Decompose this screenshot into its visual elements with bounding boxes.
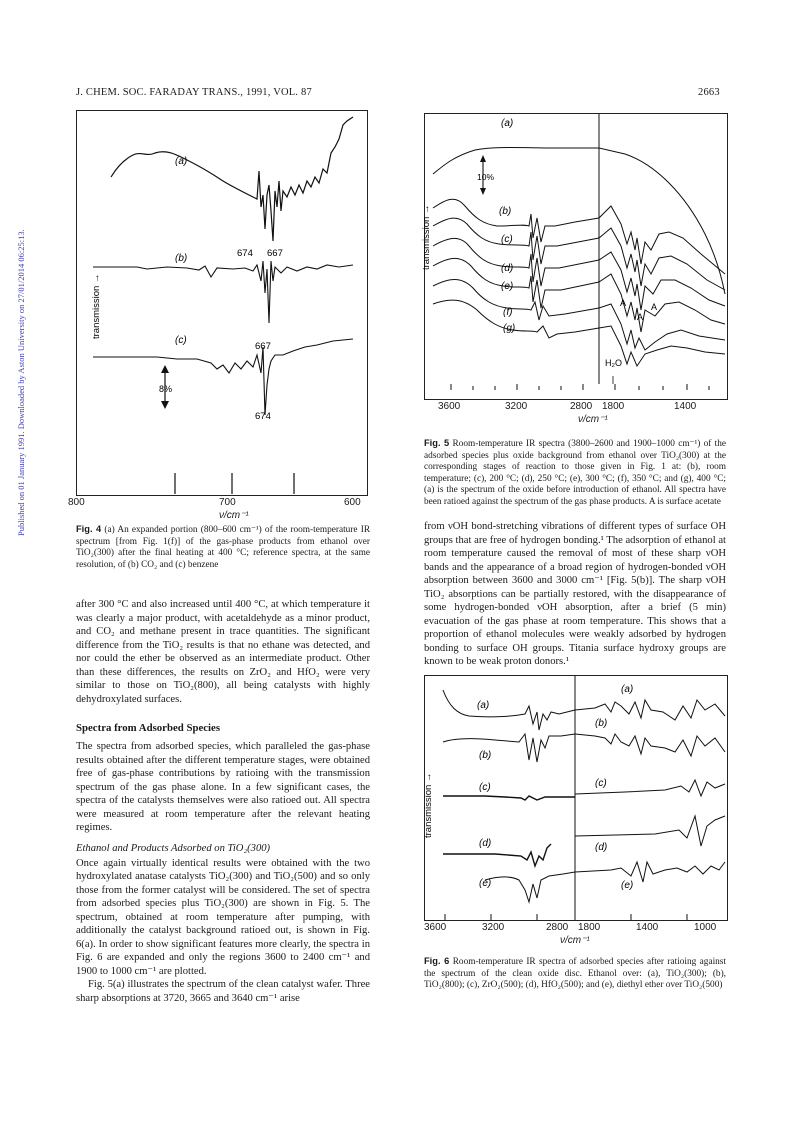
fig6-left-label-d: (d) (479, 838, 492, 849)
fig6-tick-label-1400: 1400 (636, 922, 659, 933)
fig6-tick-label-2800: 2800 (546, 922, 569, 933)
fig6-left-label-c: (c) (479, 782, 491, 793)
fig5-label-d: (d) (501, 263, 514, 274)
fig5-label-a: (a) (501, 118, 514, 129)
fig6-left-label-e: (e) (479, 878, 492, 889)
fig5-annot-h2o: H₂O (605, 358, 622, 368)
fig4-tick-label-600: 600 (344, 497, 361, 508)
fig6-left-curve-d (443, 844, 551, 866)
fig5-caption-num: Fig. 5 (424, 438, 450, 448)
fig6-right-label-c: (c) (595, 778, 607, 789)
figure-6 (424, 675, 728, 921)
fig4-peak-674-b: 674 (237, 248, 253, 259)
fig5-scale-label: 10% (477, 172, 495, 182)
fig6-caption-num: Fig. 6 (424, 956, 450, 966)
fig5-tick-label-2800: 2800 (570, 401, 593, 412)
fig6-left-curve-c (443, 796, 575, 800)
fig5-annot-a3: A (651, 302, 658, 312)
fig5-x-axis-ticks (451, 384, 709, 390)
fig5-xlabel: ν/cm⁻¹ (578, 414, 608, 425)
fig4-curve-a (111, 117, 353, 241)
download-notice: Published on 01 January 1991. Downloaded by Aston University on 27/01/2014 06:25:13. (16, 229, 26, 536)
page-number: 2663 (698, 87, 720, 98)
fig4-xlabel: ν/cm⁻¹ (219, 510, 249, 521)
fig4-label-b: (b) (175, 253, 188, 264)
left-para-4: Fig. 5(a) illustrates the spectrum of the clean catalyst wafer. Three sharp absorptions at 3720, 3665 and 3640 cm⁻¹ arise (76, 979, 370, 1004)
fig6-caption (424, 956, 726, 992)
fig5-curve-e (433, 258, 725, 332)
fig6-x-axis-ticks (445, 914, 687, 920)
fig4-peak-667-b: 667 (267, 248, 283, 259)
fig5-label-f: (f) (503, 307, 513, 318)
fig4-caption (76, 524, 370, 571)
running-header: J. CHEM. SOC. FARADAY TRANS., 1991, VOL. 87 (76, 87, 312, 98)
fig6-caption-text: Room-temperature IR spectra of adsorbed species after ratioing against the spectrum of the clean oxide disc. Ethanol over: (a), TiO₂(300); (b), TiO₂(800); (c), ZrO₂(500); (d), HfO₂(500); and (e), diethyl ether over TiO₂(500) (424, 957, 727, 991)
fig5-curve-b (433, 199, 725, 274)
fig5-tick-label-3600: 3600 (438, 401, 461, 412)
fig5-curve-f (433, 280, 725, 351)
fig6-left-curve-a (443, 690, 575, 730)
right-para-1: from νOH bond-stretching vibrations of different types of surface OH groups that are free of hydrogen bonding.¹ The adsorption of ethanol at room temperature caused the removal of most of these sharp νOH bands and the appearance of a broad region of hydrogen-bonded νOH absorption between 3600 and 3000 cm⁻¹ [Fig. 5(b)]. The sharp νOH TiO₂ absorptions can be partially restored, with the disappearance of some hydrogen-bonded νOH absorption, after a brief (5 min) evacuation of the gas phase at room temperature. This shows that a proportion of ethanol molecules were weakly adsorbed by hydrogen bonding to surface OH groups. Titania surface hydroxy groups are known to be weak proton donors.¹ (424, 521, 726, 667)
fig6-left-label-b: (b) (479, 750, 492, 761)
fig5-tick-label-3200: 3200 (505, 401, 528, 412)
fig4-label-a: (a) (175, 156, 188, 167)
left-para-2: The spectra from adsorbed species, which paralleled the gas-phase results obtained after the different temperature stages, were obtained free of gas-phase contributions by ratioing with the transmission spectrum of the gas phase alone. In a few significant cases, the spectra of the catalysts themselves were also ratioed out. All spectra were measured at room temperature after the relevant heating regimes. (76, 741, 370, 833)
fig6-tick-label-1000: 1000 (694, 922, 717, 933)
fig6-right-label-a: (a) (621, 684, 634, 695)
fig4-tick-label-800: 800 (68, 497, 85, 508)
fig5-label-b: (b) (499, 206, 512, 217)
figure-4 (76, 110, 368, 496)
fig4-tick-label-700: 700 (219, 497, 236, 508)
fig6-right-curve-a (575, 700, 725, 720)
fig6-tick-label-1800: 1800 (578, 922, 601, 933)
fig4-label-c: (c) (175, 335, 187, 346)
figure-4-plot (77, 111, 367, 495)
fig5-label-g: (g) (503, 323, 516, 334)
left-para-3: Once again virtually identical results were obtained with the two hydroxylated anatase catalysts TiO₂(300) and TiO₂(500) and so only those from the former catalyst will be considered. The set of spectra from adsorbed species plus TiO₂(300) are shown in Fig. 5. The spectrum, obtained at room temperature after pumping, with additionally the catalyst background ratioed out, is shown in Fig. 6(a). In order to show significant features more clearly, the spectra in Fig. 6 are expanded and only the regions 3600 to 2400 cm⁻¹ and 1900 to 1000 cm⁻¹ are plotted. (76, 857, 370, 977)
fig5-label-e: (e) (501, 281, 514, 292)
fig5-tick-label-1800: 1800 (602, 401, 625, 412)
fig6-tick-label-3200: 3200 (482, 922, 505, 933)
fig6-right-curve-b (575, 734, 725, 756)
fig5-tick-label-1400: 1400 (674, 401, 697, 412)
fig4-scale-label: 8% (159, 384, 173, 394)
left-column-text (76, 598, 370, 1005)
fig5-annot-a2: A (637, 312, 644, 322)
fig4-peak-667-c: 667 (255, 341, 271, 352)
section-title: Spectra from Adsorbed Species (76, 722, 221, 734)
fig6-left-curve-e (485, 872, 575, 902)
fig4-curve-c (93, 339, 353, 415)
fig5-label-c: (c) (501, 234, 513, 245)
subsection-title: Ethanol and Products Adsorbed on TiO₂(300) (76, 842, 271, 854)
fig5-annot-a1: A (620, 298, 627, 308)
fig6-right-curve-e (575, 862, 725, 882)
fig4-curve-b (93, 261, 353, 323)
fig6-left-curve-b (443, 734, 575, 762)
right-column-text (424, 520, 726, 669)
fig6-right-label-b: (b) (595, 718, 608, 729)
fig6-left-label-a: (a) (477, 700, 490, 711)
fig4-caption-num: Fig. 4 (76, 524, 102, 534)
fig5-curve-d (433, 238, 725, 310)
fig5-caption (424, 438, 726, 509)
figure-6-plot (425, 676, 727, 920)
figure-5-plot (421, 114, 727, 399)
fig5-caption-text: Room-temperature IR spectra (3800–2600 and 1900–1000 cm⁻¹) of the adsorbed species plus oxide background from ethanol over TiO₂(300) at the corresponding stages of reaction to those given in Fig. 1 at: (b), room temperature; (c), 200 °C; (d), 250 °C; (e), 300 °C; (f), 350 °C; and (g), 400 °C; (a) is the spectrum of the oxide before introduction of ethanol. All spectra have been ratioed against the spectrum of the gas phase products. A is surface acetate (424, 439, 727, 507)
fig6-right-label-d: (d) (595, 842, 608, 853)
fig5-ylabel: transmission → (421, 204, 432, 270)
figure-5 (421, 113, 728, 400)
fig6-right-label-e: (e) (621, 880, 634, 891)
fig5-curve-g (433, 300, 725, 366)
fig4-peak-674-c: 674 (255, 411, 271, 422)
fig4-caption-text: (a) An expanded portion (800–600 cm⁻¹) of the room-temperature IR spectrum [from Fig. 1(f)] of the gas-phase products from ethanol over TiO₂(300) after the final heating at 400 °C; reference spectra, at the same resolution, of (b) CO₂ and (c) benzene (76, 525, 371, 570)
left-para-1: after 300 °C and also increased until 400 °C, at which temperature it was clearly a major product, with acetaldehyde as a minor product, and CO₂ and methane present in trace quantities. The significant difference from the TiO₂ results is that no ethane was detected, and nor could the ether be observed as an intermediate product. Other than these differences, the results on ZrO₂ and HfO₂ were very similar to those on TiO₂(800), all being catalysts with highly dehydroxylated surfaces. (76, 599, 370, 705)
fig6-tick-label-3600: 3600 (424, 922, 447, 933)
fig6-ylabel: transmission → (423, 772, 434, 838)
fig4-ylabel: transmission → (91, 273, 102, 339)
fig6-xlabel: ν/cm⁻¹ (560, 935, 590, 946)
